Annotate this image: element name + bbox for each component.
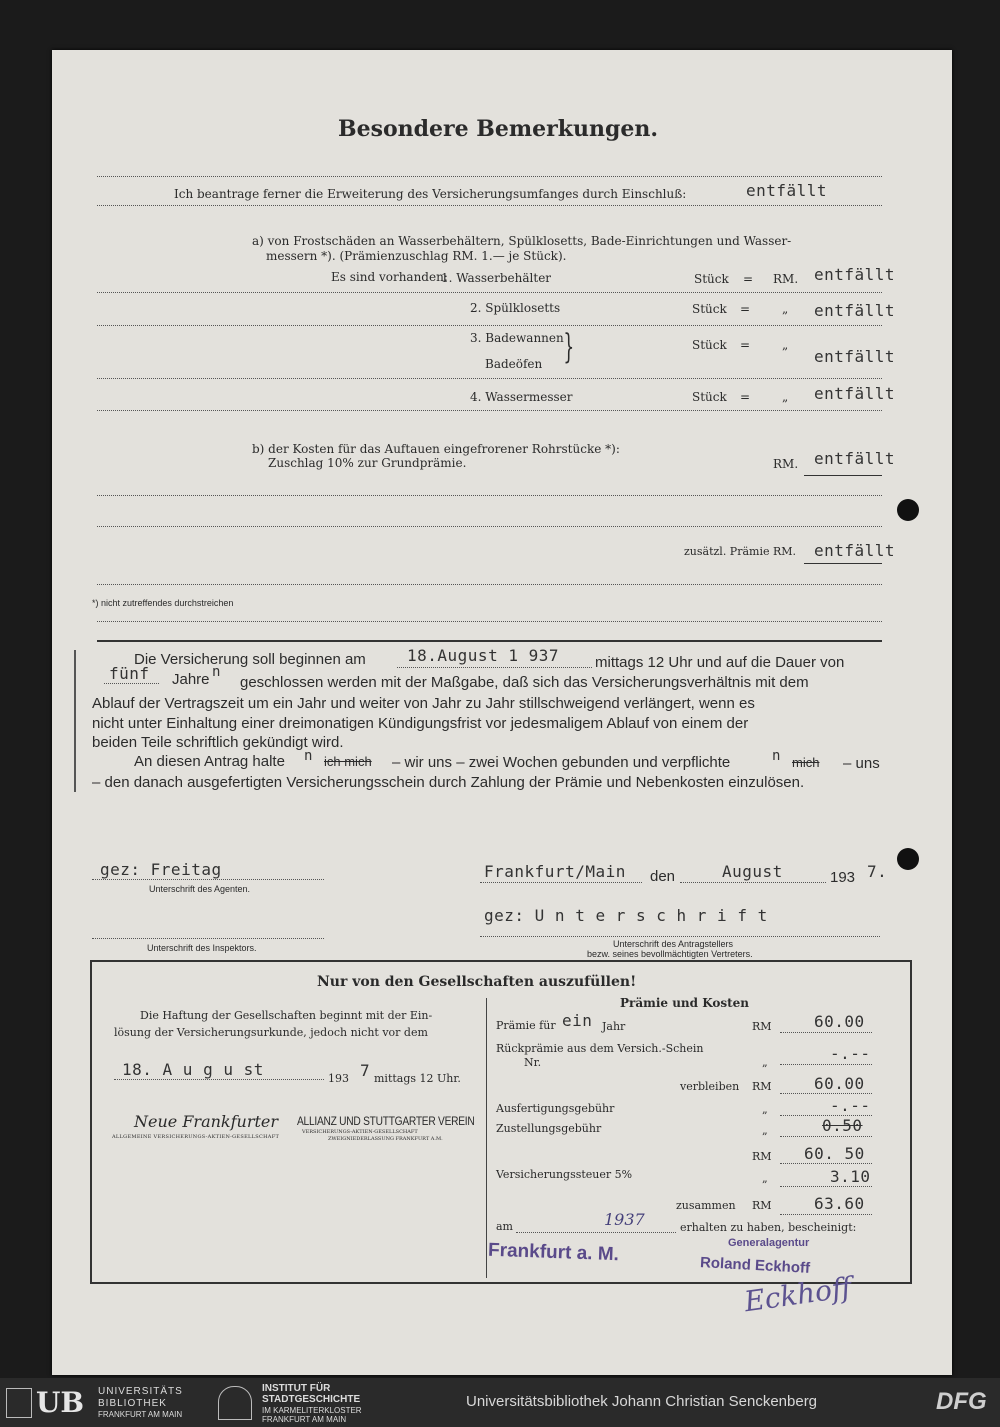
tax-value: 3.10 [830,1167,871,1186]
delivery-fee-value: 0.50 [822,1116,863,1135]
para1-years: fünf [109,664,150,683]
logo2-sub2: ZWEIGNIEDERLASSUNG FRANKFURT A.M. [328,1136,443,1142]
dotted-rule [780,1214,872,1215]
refund-value: -.-- [830,1044,871,1063]
refund-nr: Nr. [524,1056,542,1069]
item-3-label2: Badeöfen [485,357,543,371]
box-divider [486,998,487,1278]
liability-text2: lösung der Versicherungsurkunde, jedoch nicht vor dem [114,1026,428,1039]
dotted-rule [92,938,324,939]
dotted-rule [97,378,882,379]
dotted-rule [780,1186,872,1187]
para2-d: – den danach ausgefertigten Versicherungsschein durch Zahlung der Prämie und Nebenkosten einzulösen. [92,774,805,791]
punch-hole [897,499,919,521]
den-label: den [650,868,676,885]
para2-strike2: mich [792,755,820,770]
delivery-fee-quote: „ [762,1124,768,1137]
inspector-label: Unterschrift des Inspektors. [147,943,257,953]
logo-allianz: ALLIANZ UND STUTTGARTER VEREIN [297,1114,475,1128]
item-2-label: 2. Spülklosetts [470,301,561,315]
issue-fee-label: Ausfertigungsgebühr [496,1102,615,1115]
ub-logo: UB [36,1386,85,1419]
box-year-digit: 7 [360,1061,371,1080]
subtotal-value: 60. 50 [804,1144,865,1163]
section-a-line1: a) von Frostschäden an Wasserbehältern, Spülklosetts, Bade-Einrichtungen und Wasser- [252,234,792,248]
tax-label: Versicherungssteuer 5% [496,1168,633,1181]
month-value: August [722,862,783,881]
delivery-fee-label: Zustellungsgebühr [496,1122,602,1135]
para2-n1: n [304,748,313,764]
dotted-rule [97,410,882,411]
subtotal-rm: RM [752,1150,772,1163]
para1-e: Ablauf der Vertragszeit um ein Jahr und weiter von Jahr zu Jahr stillschweigend verlängert, wenn es [92,695,755,712]
issue-fee-quote: „ [762,1103,768,1116]
dotted-rule [97,495,882,496]
dotted-rule [480,882,642,883]
total-label: zusammen [676,1199,736,1212]
institute-arch-icon [218,1386,252,1420]
start-date: 18. A u g u st [122,1060,264,1079]
item-1-value: entfällt [814,265,896,284]
item-3-eq: = [740,338,751,352]
para2-b: – wir uns – zwei Wochen gebunden und verpflichte [392,754,731,771]
receipt-am: am [496,1220,513,1233]
remaining-value: 60.00 [814,1074,865,1093]
dotted-rule [114,1079,324,1080]
para1-f: nicht unter Einhaltung einer dreimonatigen Kündigungsfrist vor jedesmaligem Ablauf von einem der [92,715,749,732]
premium-label: Prämie für [496,1019,556,1032]
para2-c: – uns [843,755,880,772]
dotted-rule [92,879,324,880]
item-1-cur: RM. [773,272,799,286]
liability-text1: Die Haftung der Gesellschaften beginnt mit der Ein- [140,1009,433,1022]
logo2-sub: VERSICHERUNGS-AKTIEN-GESELLSCHAFT [302,1129,418,1135]
dotted-rule [780,1032,872,1033]
dotted-rule [780,1093,872,1094]
extra-premium-value: entfällt [814,541,896,560]
tax-quote: „ [762,1172,768,1185]
company-box-heading: Nur von den Gesellschaften auszufüllen! [317,974,637,990]
item-4-eq: = [740,390,751,404]
footer-bar [0,1378,1000,1427]
item-2-unit: Stück [692,302,727,316]
punch-hole [897,848,919,870]
dotted-rule [97,584,882,585]
para1-g: beiden Teile schriftlich gekündigt wird. [92,734,344,751]
intro-value: entfällt [746,181,828,200]
extra-premium-label: zusätzl. Prämie RM. [684,545,797,558]
item-1-eq: = [743,272,754,286]
company-box [90,960,912,1284]
issue-fee-value: -.-- [830,1096,871,1115]
dotted-rule [97,205,882,206]
item-3-cur: „ [782,338,789,352]
underline [804,475,882,476]
item-2-eq: = [740,302,751,316]
stamp-name: Roland Eckhoff [699,1254,811,1277]
logo-neue-frankfurter: Neue Frankfurter [134,1112,279,1131]
agent-signature: gez: Freitag [100,860,222,879]
refund-quote: „ [762,1056,768,1069]
total-rm: RM [752,1199,772,1212]
item-1-label: 1. Wasserbehälter [441,271,552,285]
para2-a: An diesen Antrag halte [134,753,285,770]
ub-line3: FRANKFURT AM MAIN [98,1410,183,1419]
curly-brace-icon: } [563,327,575,367]
item-4-unit: Stück [692,390,727,404]
receipt-year: 1937 [604,1210,645,1229]
section-b-cur: RM. [773,457,799,471]
section-b-value: entfällt [814,449,896,468]
year-digit: 7. [867,862,888,881]
item-3-label: 3. Badewannen [470,331,564,345]
dotted-rule [516,1232,676,1233]
para1-b: mittags 12 Uhr und auf die Dauer von [595,654,845,671]
year-prefix: 193 [830,869,856,886]
section-a-line2: messern *). (Prämienzuschlag RM. 1.— je Stück). [266,249,567,263]
document-page [52,50,952,1375]
dfg-logo: DFG [936,1388,987,1415]
para1-date: 18.August 1 937 [407,646,559,665]
para1-c: Jahre [172,671,210,688]
margin-mark [74,650,76,792]
inst-line1: INSTITUT FÜR [262,1383,331,1394]
dotted-rule [97,325,882,326]
applicant-signature: gez: U n t e r s c h r i f t [484,906,768,925]
handwritten-signature: Eckhoff [742,1270,854,1319]
underline [804,563,882,564]
applicant-label2: bezw. seines bevollmächtigten Vertreters. [587,949,753,959]
premium-value: 60.00 [814,1012,865,1031]
dotted-rule [480,936,880,937]
stamp-city: Frankfurt a. M. [487,1239,620,1266]
library-seal-icon [6,1388,32,1418]
refund-label: Rückprämie aus dem Versich.-Schein [496,1042,704,1055]
page-title: Besondere Bemerkungen. [338,116,658,142]
logo1-sub: ALLGEMEINE VERSICHERUNGS-AKTIEN-GESELLSCHAFT [112,1134,280,1140]
remaining-rm: RM [752,1080,772,1093]
ub-line2: BIBLIOTHEK [98,1398,167,1409]
dotted-rule [780,1064,872,1065]
dotted-rule [104,683,159,684]
inst-line4: FRANKFURT AM MAIN [262,1415,347,1424]
para1-d: geschlossen werden mit der Maßgabe, daß sich das Versicherungsverhältnis mit dem [240,674,809,691]
footer-center-text: Universitätsbibliothek Johann Christian Senckenberg [466,1393,818,1410]
dotted-rule [97,176,882,177]
premium-years: ein [562,1011,593,1030]
section-a-lead: Es sind vorhanden: [331,270,448,284]
place-value: Frankfurt/Main [484,862,626,881]
inst-line2: STADTGESCHICHTE [262,1394,361,1405]
para2-n2: n [772,748,781,764]
intro-text: Ich beantrage ferner die Erweiterung des Versicherungsumfanges durch Einschluß: [174,187,687,201]
separator-line [97,640,882,642]
section-b-line1: b) der Kosten für das Auftauen eingefrorener Rohrstücke *): [252,442,620,456]
para2-strike1: ich mich [324,754,372,769]
section-b-line2: Zuschlag 10% zur Grundprämie. [268,456,467,470]
inst-line3: IM KARMELITERKLOSTER [262,1406,362,1415]
dotted-rule [680,882,826,883]
item-1-unit: Stück [694,272,729,286]
footnote: *) nicht zutreffendes durchstreichen [92,598,234,608]
dotted-rule [97,526,882,527]
item-3-unit: Stück [692,338,727,352]
premium-rm: RM [752,1020,772,1033]
dotted-rule [97,621,882,622]
agent-label: Unterschrift des Agenten. [149,884,251,894]
receipt-text: erhalten zu haben, bescheinigt: [680,1221,857,1234]
stamp-agency: Generalagentur [728,1237,810,1249]
dotted-rule [397,667,592,668]
premium-jahr: Jahr [602,1020,626,1033]
box-year-prefix: 193 [328,1072,349,1085]
item-2-value: entfällt [814,301,896,320]
para1-suffix: n [212,664,221,680]
para1-a: Die Versicherung soll beginnen am [134,651,366,668]
item-2-cur: „ [782,302,789,316]
applicant-label1: Unterschrift des Antragstellers [613,939,734,949]
item-4-cur: „ [782,390,789,404]
remaining-label: verbleiben [680,1080,740,1093]
dotted-rule [780,1163,872,1164]
item-4-label: 4. Wassermesser [470,390,573,404]
costs-heading: Prämie und Kosten [620,996,750,1010]
total-value: 63.60 [814,1194,865,1213]
item-4-value: entfällt [814,384,896,403]
ub-line1: UNIVERSITÄTS [98,1386,183,1397]
dotted-rule [97,292,882,293]
box-time: mittags 12 Uhr. [374,1072,461,1085]
dotted-rule [780,1136,872,1137]
item-3-value: entfällt [814,347,896,366]
